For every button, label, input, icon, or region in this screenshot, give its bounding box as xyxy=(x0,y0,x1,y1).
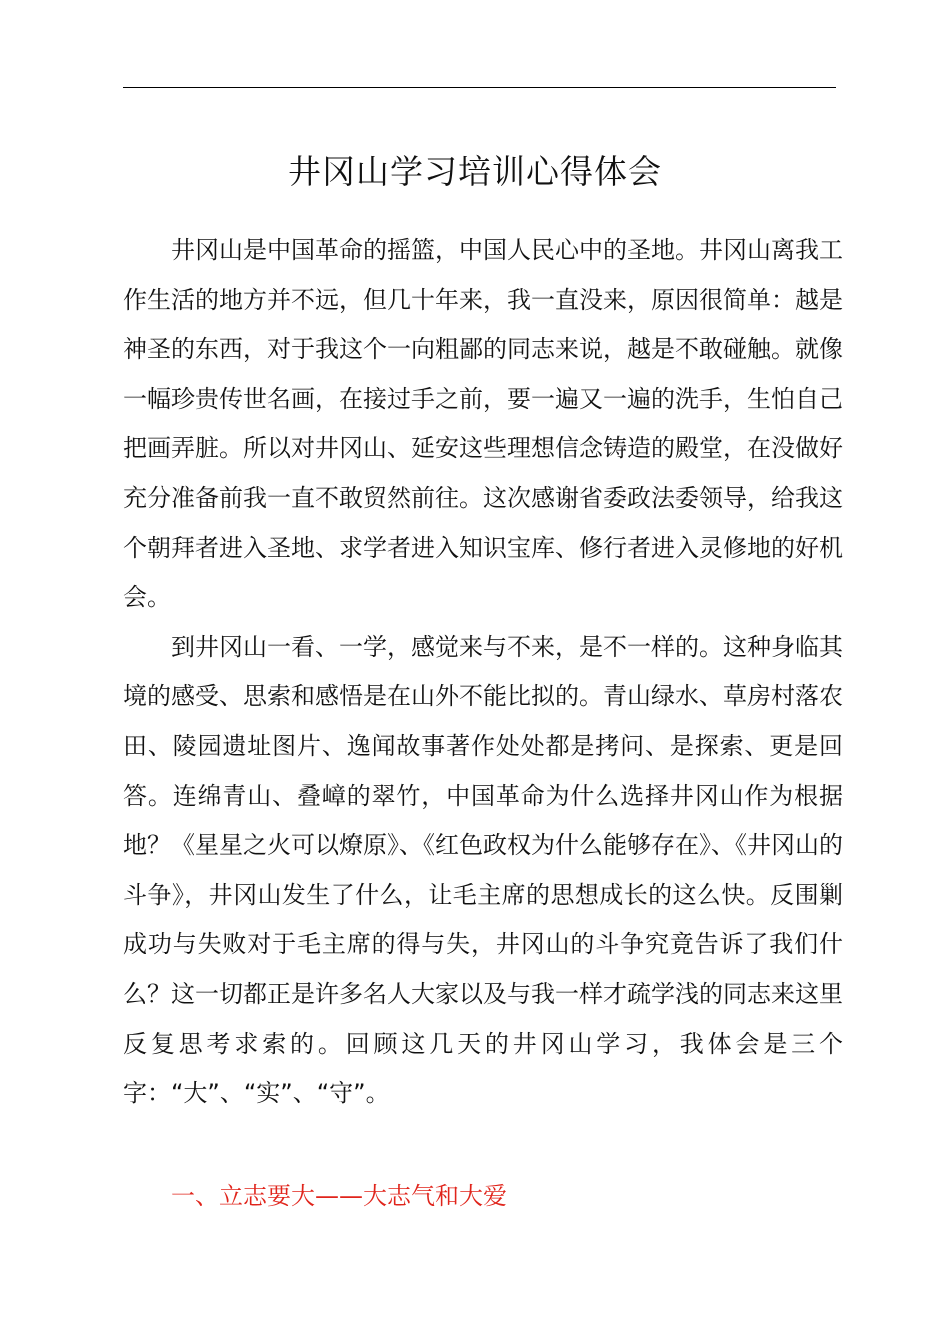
header-rule xyxy=(123,87,836,88)
paragraph-1: 井冈山是中国革命的摇篮，中国人民心中的圣地。井冈山离我工作生活的地方并不远，但几十年来，我一直没来，原因很简单：越是神圣的东西，对于我这个一向粗鄙的同志来说，越是不敢碰触。就像一幅珍贵传世名画，在接过手之前，要一遍又一遍的洗手，生怕自己把画弄脏。所以对井冈山、延安这些理想信念铸造的殿堂，在没做好充分准备前我一直不敢贸然前往。这次感谢省委政法委领导，给我这个朝拜者进入圣地、求学者进入知识宝库、修行者进入灵修地的好机会。 xyxy=(123,236,843,612)
paragraph-2: 到井冈山一看、一学，感觉来与不来，是不一样的。这种身临其境的感受、思索和感悟是在山外不能比拟的。青山绿水、草房村落农田、陵园遗址图片、逸闻故事著作处处都是拷问、是探索、更是回答。连绵青山、叠嶂的翠竹，中国革命为什么选择井冈山作为根据地？《星星之火可以燎原》、《红色政权为什么能够存在》、《井冈山的斗争》，井冈山发生了什么，让毛主席的思想成长的这么快。反围剿成功与失败对于毛主席的得与失，井冈山的斗争究竟告诉了我们什么？这一切都正是许多名人大家以及与我一样才疏学浅的同志来这里反复思考求索的。回顾这几天的井冈山学习，我体会是三个字：“大”、“实”、“守”。 xyxy=(123,632,843,1108)
document-body xyxy=(123,226,843,1119)
document-title: 井冈山学习培训心得体会 xyxy=(288,152,662,191)
section-heading: 一、立志要大——大志气和大爱 xyxy=(171,1182,507,1210)
